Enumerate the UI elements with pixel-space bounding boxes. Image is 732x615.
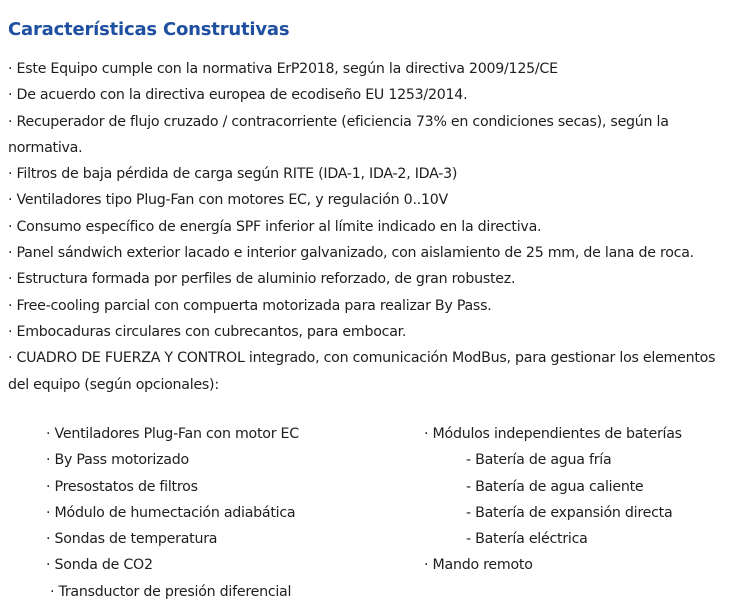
option-remote-control: · Mando remoto — [424, 557, 533, 574]
feature-filters: · Filtros de baja pérdida de carga según RITE (IDA-1, IDA-2, IDA-3) — [8, 166, 458, 183]
feature-control-panel: · CUADRO DE FUERZA Y CONTROL integrado, con comunicación ModBus, para gestionar los elementos del equipo (según opcionales): — [8, 350, 716, 393]
feature-heat-recovery: · Recuperador de flujo cruzado / contracorriente (eficiencia 73% en condiciones secas), según la normativa. — [8, 113, 669, 156]
feature-panel: · Panel sándwich exterior lacado e interior galvanizado, con aislamiento de 25 mm, de lana de roca. — [8, 245, 694, 262]
option-battery-modules: · Módulos independientes de baterías — [424, 426, 682, 442]
section-title: Características Construtivas — [8, 19, 290, 41]
features-list — [8, 56, 724, 398]
battery-electric: - Batería eléctrica — [466, 531, 588, 548]
feature-erp2018: · Este Equipo cumple con la normativa ErP2018, según la directiva 2009/125/CE — [8, 61, 558, 77]
option-filter-pressostats: · Presostatos de filtros — [46, 478, 198, 495]
option-plug-fan: · Ventiladores Plug-Fan con motor EC — [46, 426, 299, 442]
battery-cold-water: - Batería de agua fría — [466, 452, 612, 469]
feature-structure: · Estructura formada por perfiles de aluminio reforzado, de gran robustez. — [8, 271, 516, 288]
feature-free-cooling: · Free-cooling parcial con compuerta motorizada para realizar By Pass. — [8, 297, 492, 314]
feature-connections: · Embocaduras circulares con cubrecantos, para embocar. — [8, 323, 407, 340]
feature-fans: · Ventiladores tipo Plug-Fan con motores EC, y regulación 0..10V — [8, 192, 448, 209]
feature-ecodesign: · De acuerdo con la directiva europea de ecodiseño EU 1253/2014. — [8, 87, 468, 104]
battery-hot-water: - Batería de agua caliente — [466, 478, 644, 495]
option-humidification: · Módulo de humectación adiabática — [46, 504, 296, 521]
battery-direct-expansion: - Batería de expansión directa — [466, 504, 673, 521]
option-pressure-transducer: · Transductor de presión diferencial — [50, 583, 292, 600]
option-bypass: · By Pass motorizado — [46, 452, 189, 469]
feature-sfp: · Consumo específico de energía SPF inferior al límite indicado en la directiva. — [8, 218, 542, 235]
options-right-list — [424, 421, 682, 579]
option-co2-probe: · Sonda de CO2 — [46, 557, 153, 574]
option-temperature-probes: · Sondas de temperatura — [46, 531, 218, 548]
options-left-list — [46, 421, 299, 605]
